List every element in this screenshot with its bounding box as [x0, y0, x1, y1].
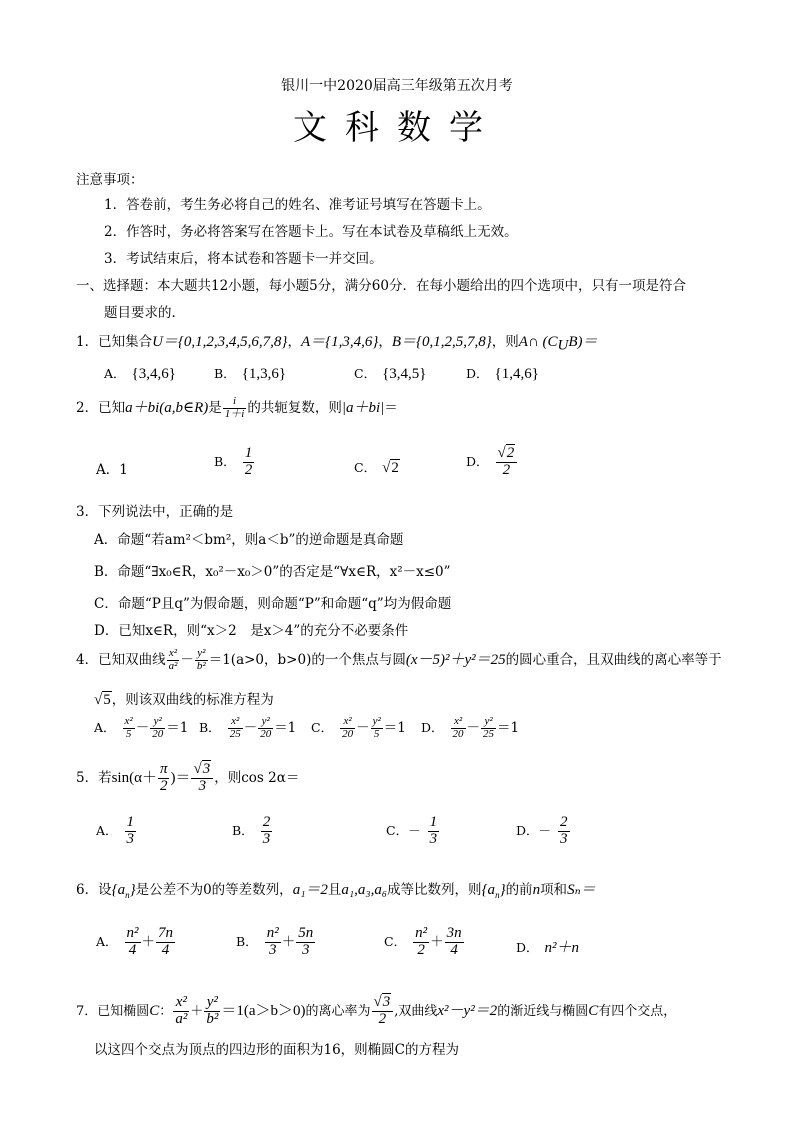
section-heading-cont: 题目要求的.: [104, 305, 176, 321]
q1-option-a: A． {3,4,6}: [104, 366, 176, 382]
q2-option-b: B． $\frac{1}{2}$: [214, 445, 253, 478]
question-6-stem: 6．设$\{a_n\}$是公差不为0的等差数列，a₁＝2且a₁,a₃,a₆成等比数列，则$\{a_n\}$的前n项和Sₙ＝: [76, 882, 596, 900]
exam-subtitle: 银川一中2020届高三年级第五次月考: [281, 78, 513, 94]
q5-option-b: B． $\frac{2}{3}$: [232, 814, 271, 847]
q2-option-a: A．1: [96, 462, 128, 478]
q1-option-d: D． {1,4,6}: [466, 366, 539, 382]
q3-option-c: C．命题“P且q”为假命题，则命题“P”和命题“q”均为假命题: [94, 596, 452, 612]
question-1-stem: 1．已知集合U＝{0,1,2,3,4,5,6,7,8}，A＝{1,3,4,6}，B＝{0,1,2,5,7,8}，则A∩ $(C_UB)=$: [76, 334, 598, 354]
q5-option-a: A． $\frac{1}{3}$: [96, 814, 135, 847]
question-7-stem: 7．已知椭圆C： $\frac{\text{x²}}{\text{a²}}$ ＋ $\frac{\text{y²}}{\text{b²}}$ ＝1(a＞b＞0)的离心率为 $\frac{√3}{2}$ ,双曲线x²－y²＝2的渐近线与椭圆C有四个交点，: [76, 994, 677, 1027]
question-2-stem: 2．已知a＋bi(a,b∈R)是 $\frac{i}{1+i}$ 的共轭复数，则|a＋bi|＝: [76, 395, 398, 420]
q2-option-d: D． $\frac{√2}{2}$: [466, 446, 518, 479]
q2-option-c: C． √2: [354, 460, 399, 476]
question-4-stem: 4．已知双曲线 $\frac{\text{x²}}{\text{a²}}$ － $\frac{\text{y²}}{\text{b²}}$ ＝1(a>0，b>0)的一个焦点与圆(x－5)²＋y²＝25的圆心重合，且双曲线的离心率等于: [76, 647, 722, 672]
question-5-stem: 5．若sin(α＋ $\frac{\pi}{2}$ )＝ $\frac{√3}{3}$ ，则cos 2α＝: [76, 761, 300, 794]
exam-title: 文科数学: [293, 108, 501, 148]
q6-option-c: C． $\frac{\text{n²}}{2}$ ＋ $\frac{3n}{4}$: [384, 925, 462, 958]
q1-option-b: B． {1,3,6}: [214, 366, 287, 382]
q6-option-d: D． n²＋n: [516, 940, 580, 956]
q4-option-d: D． $\frac{\text{x²}}{20}$ － $\frac{\text{y²}}{25}$ ＝1: [421, 715, 520, 740]
q1-option-c: C． {3,4,5}: [354, 366, 427, 382]
question-7-stem-cont: 以这四个交点为顶点的四边形的面积为16，则椭圆C的方程为: [94, 1042, 460, 1058]
q3-option-a: A．命题“若am²＜bm²，则a＜b”的逆命题是真命题: [94, 532, 404, 548]
notes-heading: 注意事项：: [76, 172, 144, 188]
q4-option-b: B． $\frac{\text{x²}}{25}$ － $\frac{\text{y²}}{20}$ ＝1: [199, 715, 297, 740]
question-4-stem-cont: √5，则该双曲线的标准方程为: [94, 692, 274, 708]
section-heading: 一、选择题：本大题共12小题，每小题5分，满分60分．在每小题给出的四个选项中，只有一项是符合: [76, 278, 686, 294]
q3-option-b: B．命题“∃x₀∈R，x₀²－x₀＞0”的否定是“∀x∈R，x²－x≤0”: [94, 564, 451, 580]
note-item-3: 3．考试结束后，将本试卷和答题卡一并交回。: [104, 251, 383, 267]
q4-option-c: C． $\frac{\text{x²}}{20}$ － $\frac{\text{y²}}{5}$ ＝1: [311, 715, 406, 740]
q4-option-a: A． $\frac{\text{x²}}{5}$ － $\frac{\text{y²}}{20}$ ＝1: [94, 715, 189, 740]
q6-option-a: A． $\frac{\text{n²}}{4}$ ＋ $\frac{7n}{4}$: [96, 925, 174, 958]
q6-option-b: B． $\frac{\text{n²}}{3}$ ＋ $\frac{5n}{3}$: [236, 925, 314, 958]
note-item-1: 1．答卷前，考生务必将自己的姓名、准考证号填写在答题卡上。: [104, 197, 491, 213]
note-item-2: 2．作答时，务必将答案写在答题卡上。写在本试卷及草稿纸上无效。: [104, 224, 518, 240]
q3-option-d: D．已知x∈R，则“x＞2 是x＞4”的充分不必要条件: [94, 623, 409, 639]
q5-option-c: C．－ $\frac{1}{3}$: [386, 814, 438, 847]
question-3-stem: 3．下列说法中，正确的是: [76, 504, 234, 520]
q5-option-d: D．－ $\frac{2}{3}$: [516, 814, 568, 847]
